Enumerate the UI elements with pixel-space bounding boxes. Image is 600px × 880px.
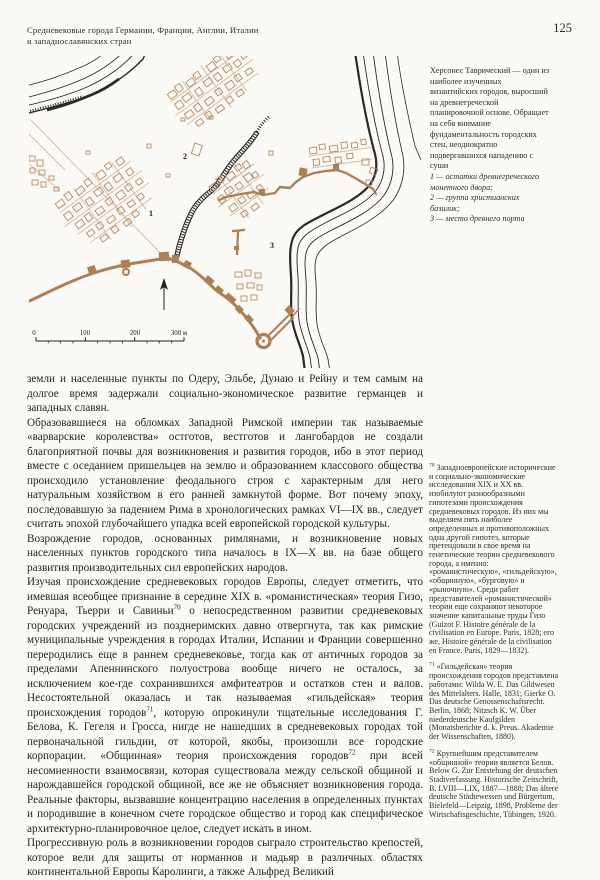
- map-label-3: 3: [270, 241, 274, 250]
- paragraph-text: при всей несомненности взаимосвязи, которая существовала между сельской общиной и нарождавшейся городской общиной, все же не объясняет возникновения города. Реальные факторы, вызвавшие концентрацию населения в определенных пунктах и породившие в конечном счете городское общество и город как специфическое архитектурно-планировочное целое, следует искать в ином.: [27, 750, 423, 835]
- footnote-ref: 70: [173, 603, 181, 612]
- scale-bar: [32, 330, 187, 343]
- page-number: 125: [553, 21, 572, 35]
- caption-text: Херсонес Таврический — один из наиболее изученных византийских городов, выросший на древнегреческой планировочной основе. Обращает на себя внимание фундаментальность городских стен, неоднократно подвергавшихся нападению с суши: [430, 66, 550, 171]
- running-title-line2: и западнославянских стран: [27, 36, 132, 46]
- ruins-upper-right: [307, 137, 373, 168]
- basilica-outline: [191, 143, 202, 156]
- footnote-ref: 72: [348, 748, 356, 757]
- paragraph: [27, 836, 423, 880]
- scale-label-200: 200: [129, 330, 141, 337]
- footnote: $^{71}$ «Гильдейская» теория происхождения городов представлена работами: Wilda W. E. Das Gildwesen des Mittelalters. Halle, 1831; Gierke O. Das deutsche Genossenschaftsrecht. Berlin, 1868; Nitzsch K. W. Über niederdeutsche Kaufgilden (Monatsberichte d. k. Preus. Akademie der Wissenschaften, 1880).: [429, 661, 559, 742]
- scale-label-0: 0: [32, 330, 36, 337]
- paragraph: [27, 532, 423, 576]
- paragraph: [27, 416, 423, 532]
- paragraph: [27, 372, 423, 416]
- caption-legend-line: 1 — остатки древнегреческого монетного двора;: [430, 171, 540, 192]
- footnote-number: 71: [429, 661, 435, 668]
- paragraph-text: Прогрессивную роль в возникновении городов сыграло строительство крепостей, которое вели для защиты от норманнов и мадьяр в различных областях континентальной Европы Каролинги, а также Альфред Великий: [27, 837, 423, 878]
- paragraph-text: Возрождение городов, основанных римлянами, и возникновение новых населенных пунктов городского типа началось в IX—X вв. на базе общего развития производительных сил европейских народов.: [27, 532, 423, 574]
- caption-legend-line: 3 — место древнего порта: [430, 214, 525, 224]
- figure-caption: [430, 66, 550, 225]
- footnote: $^{72}$ Крупнейшим представителем «общинной» теории является Белов. Below G. Zur Entstehung der deutschen Stadtverfassung. Historische Zeitschrift, B. LVIII—LIX, 1887—1888; Das ältere deutsche Städtewessen und Bürgertum, Bielefeld—Leipzig, 1898, Probleme der Wirtschaftsgeschichte, Tübingen, 1920.: [429, 748, 559, 819]
- paragraph-text: Изучая происхождение средневековых городов Европы, следует отметить, что имевшая всеобщее признание в середине XIX в. «романистическая» теория Гизо, Ренуара, Тьерри и Савиньи: [27, 576, 423, 617]
- ravine: [174, 117, 269, 260]
- paragraph-text: земли и населенные пункты по Одеру, Эльбе, Дунаю и Рейну и тем самым на долгое время задержали социально-экономическое развитие германцев и западных славян.: [27, 373, 423, 414]
- map-label-1: 1: [149, 209, 153, 218]
- footnotes: [429, 464, 560, 827]
- ruins-centre: [202, 151, 279, 228]
- chersonesus-map: [29, 56, 421, 368]
- scale-label-300m: 300 м: [170, 330, 188, 337]
- shore-northwest: [29, 56, 146, 114]
- footnote: $^{70}$ Западноевропейские исторические и социально-экономические исследования XIX и XX вв. изобилуют разнообразными гипотезами происхождения средневековых городов. Из них мы выделяем пять наиболее определенных и противоположных одна другой гипотез, которые претендовали в свое время на генетические теории средневекового города, а именно: «романистическую», «гильдейскую», «общинную», «бурговую» и «рыночную». Среди работ представителей «романистической» теории еще сохраняют некоторое значение капитальные труды Гизо (Guizot F. Histoire générale de la civilisation en Europe. Paris, 1828; его же, Histoire générale de la civilisation en France. Paris, 1829—1832).: [429, 462, 557, 655]
- city-wall: [29, 159, 378, 348]
- paragraph-text: , которую опрокинули тщательные исследования Г. Белова, К. Гегеля и Гросса, нигде не нашедших в средневековых городах той первоначальной гильдии, от которой, якобы, произошли все городские корпорации. «Общинная» теория происхождения городов: [27, 706, 423, 762]
- ruins-far-left: [29, 156, 59, 191]
- footnote-number: 72: [429, 748, 435, 755]
- ruins-left-centre: [48, 148, 166, 259]
- ancient-streets: [29, 120, 169, 262]
- caption-legend: [430, 172, 550, 225]
- running-title: [27, 25, 357, 47]
- footnote-number: 70: [429, 462, 435, 469]
- paragraph-text: о непосредственном развитии средневековых городских учреждений из позднеримских давно отвергнута, так как римские муниципальные учреждения в городах Италии, Испании и Франции совершенно переродились еще в раннем средневековье, тогда как от античных городов за пределами Апеннинского полуострова вообще ничего не осталось, за исключением кое-где сохранившихся амфитеатров и остатков стен и валов. Несостоятельной оказалась и так называемая «гильдейская» теория происхождения городов: [27, 605, 423, 719]
- footnote-ref: 71: [146, 704, 154, 713]
- body-text: [27, 372, 423, 880]
- north-arrow-icon: [160, 278, 168, 310]
- map-point-labels: [149, 152, 274, 250]
- paragraph-text: Образовавшиеся на обломках Западной Римской империи так называемые «варварские королевства» остготов, вестготов и лангобардов не создали благоприятной почвы для возникновения и развития городов, ибо в этот период вместе с оседанием пришельцев на землю и образованием классового общества происходило установление феодального строя с характерным для него натуральным хозяйством в его ранней замкнутой форме. Вот почему эпоху, последовавшую за падением Рима в хронологических рамках VI—IX вв., следует считать эпохой глубочайшего упадка всей европейской городской культуры.: [27, 416, 423, 530]
- running-title-line1: Средневековые города Германии, Франции, Англии, Италии: [27, 25, 259, 35]
- shore-east: [290, 56, 421, 368]
- caption-legend-line: 2 — группа христианских базилик;: [430, 193, 520, 213]
- scale-label-100: 100: [79, 330, 91, 337]
- ruins-top-centre: [160, 56, 268, 137]
- chersonesus-map-figure: [29, 56, 421, 368]
- map-label-2: 2: [183, 152, 187, 161]
- paragraph: [27, 575, 423, 836]
